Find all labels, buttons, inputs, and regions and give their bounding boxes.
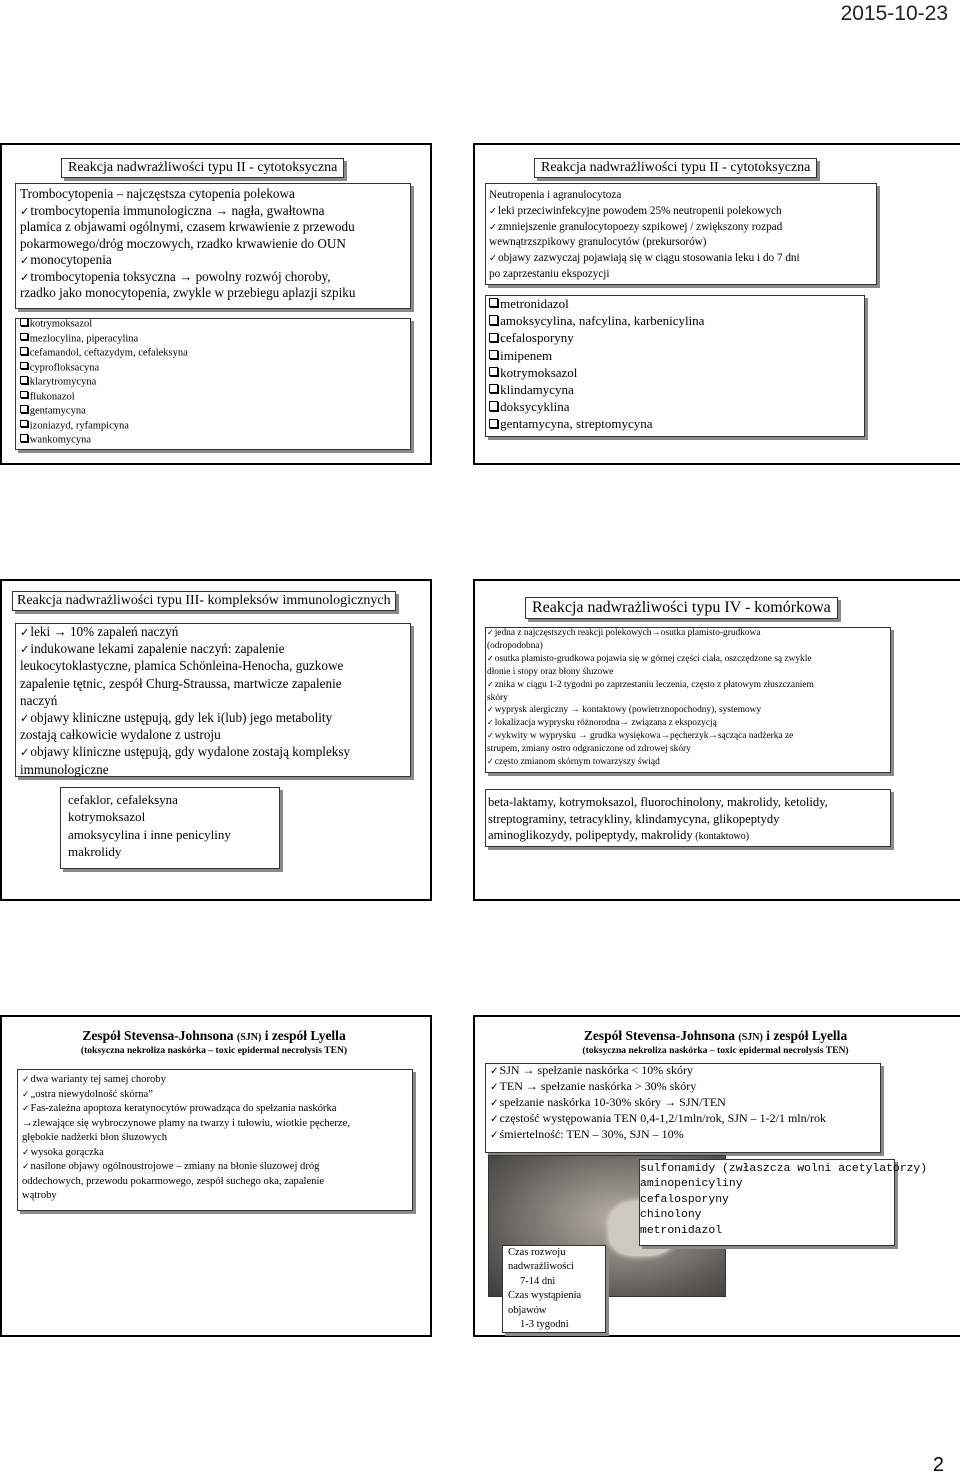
slide-6-drug-item: metronidazol bbox=[640, 1224, 723, 1237]
slide-5-bullet: →zlewające się wybroczynowe plamy na twarzy i tułowiu, wiotkie pęcherze, bbox=[22, 1117, 350, 1129]
slide-2-bullet: ✓ objawy zazwyczaj pojawiają się w ciągu stosowania leku i do 7 dni bbox=[489, 252, 800, 264]
slide-3-title: Reakcja nadwrażliwości typu III- kompleksów immunologicznych bbox=[12, 591, 396, 611]
slide-1-drug-item: mezlocylina, piperacylina bbox=[20, 333, 138, 344]
slide-5-bullet: oddechowych, przewodu pokarmowego, zespół suchego oka, zapalenie bbox=[22, 1175, 325, 1187]
slide-1-drug-item: cefamandol, ceftazydym, cefaleksyna bbox=[20, 347, 188, 358]
slide-2-title: Reakcja nadwrażliwości typu II - cytotoksyczna bbox=[534, 158, 817, 178]
slide-2-drug-item: cefalosporyny bbox=[489, 330, 574, 346]
header-date: 2015-10-23 bbox=[840, 2, 948, 25]
slide-1-bullet: Trombocytopenia – najczęstsza cytopenia polekowa bbox=[20, 186, 295, 201]
slide-3-bullet: naczyń bbox=[20, 692, 58, 708]
slide-1-bullet: pokarmowego/dróg moczowych, rzadko krwawienie do OUN bbox=[20, 235, 346, 251]
slide-6-bullet: ✓ śmiertelność: TEN – 30%, SJN – 10% bbox=[490, 1127, 684, 1142]
slide-3-bullet: ✓ leki → 10% zapaleń naczyń bbox=[20, 624, 178, 640]
slide-1-bullet: ✓ trombocytopenia toksyczna → powolny rozwój choroby, bbox=[20, 269, 331, 285]
slide-1-bullet: plamica z objawami ogólnymi, czasem krwawienie z przewodu bbox=[20, 219, 355, 234]
slide-3-bullet: zapalenie tętnic, zespół Churg-Straussa, martwicze zapalenie bbox=[20, 675, 342, 691]
slide-6-drug-item: sulfonamidy (zwłaszcza wolni acetylatorzy) bbox=[640, 1163, 928, 1175]
slide-3-drug-item: cefaklor, cefaleksyna bbox=[68, 792, 178, 807]
slide-6-title-abbr: (SJN) bbox=[738, 1032, 763, 1043]
slide-6-drug-item: chinolony bbox=[640, 1209, 702, 1222]
slide-1-drug-item: gentamycyna bbox=[20, 405, 86, 416]
slide-6-timing-line: 7-14 dni bbox=[520, 1275, 556, 1287]
slide-4-drug-line: aminoglikozydy, polipeptydy, makrolidy (kontaktowo) bbox=[488, 828, 750, 842]
slide-1-drug-item: wankomycyna bbox=[20, 434, 91, 445]
slide-6-drug-item: aminopenicyliny bbox=[640, 1178, 743, 1191]
slide-1-bullet: ✓ trombocytopenia immunologiczna → nagła, gwałtowna bbox=[20, 203, 325, 219]
slide-1-drug-item: cyprofloksacyna bbox=[20, 362, 99, 373]
slide-5-title-end: i zespół Lyella bbox=[261, 1028, 346, 1043]
slide-1-drug-item: kotrymoksazol bbox=[20, 318, 92, 329]
slide-5-bullet: ✓ dwa warianty tej samej choroby bbox=[22, 1074, 166, 1085]
slide-4-bullet: ✓ często zmianom skórnym towarzyszy świąd bbox=[487, 757, 660, 767]
slide-4-title: Reakcja nadwrażliwości typu IV - komórkowa bbox=[525, 597, 838, 619]
slide-6-title-end: i zespół Lyella bbox=[762, 1028, 848, 1043]
slide-4-bullet: ✓ wykwity w wyprysku → grudka wysiękowa→pęcherzyk→sącząca nadżerka ze bbox=[487, 731, 793, 741]
slide-6-bullet: ✓ SJN → spełzanie naskórka < 10% skóry bbox=[490, 1063, 693, 1078]
slide-3-bullet: immunologiczne bbox=[20, 761, 109, 777]
slide-1-title: Reakcja nadwrażliwości typu II - cytotoksyczna bbox=[61, 158, 344, 178]
slide-3-bullet: zostają całkowicie wydalone z ustroju bbox=[20, 727, 221, 743]
slide-2-bullet: ✓ leki przeciwinfekcyjne powodem 25% neutropenii polekowych bbox=[489, 205, 782, 217]
slide-3-drug-item: amoksycylina i inne penicyliny bbox=[68, 826, 231, 842]
slide-6-bullet: ✓ częstość występowania TEN 0,4-1,2/1mln/rok, SJN – 1-2/1 mln/rok bbox=[490, 1111, 826, 1126]
slide-4-bullet: ✓ znika w ciągu 1-2 tygodni po zaprzestaniu leczenia, często z płatowym złuszczaniem bbox=[487, 680, 814, 690]
slide-4-bullet: ✓ wyprysk alergiczny → kontaktowy (powietrznopochodny), systemowy bbox=[487, 705, 761, 715]
slide-1-bullet: ✓ monocytopenia bbox=[20, 252, 112, 268]
slide-4-drug-line: beta-laktamy, kotrymoksazol, fluorochinolony, makrolidy, ketolidy, bbox=[488, 795, 828, 809]
slide-3-bullet: ✓ objawy kliniczne ustępują, gdy lek i(lub) jego metabolity bbox=[20, 710, 332, 726]
slide-2-drug-item: amoksycylina, nafcylina, karbenicylina bbox=[489, 313, 704, 329]
slide-4-bullet: dłonie i stopy oraz błony śluzowe bbox=[487, 666, 614, 677]
slide-3-bullet: leukocytoklastyczne, plamica Schönleina-Henocha, guzkowe bbox=[20, 658, 344, 674]
slide-2-drug-item: klindamycyna bbox=[489, 382, 574, 398]
slide-2-bullet: po zaprzestaniu ekspozycji bbox=[489, 268, 610, 280]
slide-6-title bbox=[473, 1028, 958, 1044]
slide-2-bullet: Neutropenia i agranulocytoza bbox=[489, 189, 622, 201]
slide-4-bullet: skóry bbox=[487, 692, 508, 703]
slide-4-contact-note: (kontaktowo) bbox=[692, 831, 750, 842]
slide-5-title bbox=[0, 1028, 428, 1044]
slide-6-timing-line: objawów bbox=[508, 1304, 547, 1316]
slide-2-bullet: wewnątrzszpikowy granulocytów (prekursorów) bbox=[489, 236, 707, 249]
slide-5-title-abbr: (SJN) bbox=[236, 1032, 262, 1043]
slide-5-bullet: ✓ Fas-zależna apoptoza keratynocytów prowadząca do spełzania naskórka bbox=[22, 1103, 336, 1114]
slide-3-drug-item: kotrymoksazol bbox=[68, 809, 146, 825]
slide-3-drug-item: makrolidy bbox=[68, 844, 122, 860]
slide-6-timing-line: nadwrażliwości bbox=[508, 1261, 574, 1273]
slide-6-bullet: ✓ TEN → spełzanie naskórka > 30% skóry bbox=[490, 1079, 696, 1094]
slide-4-bullet: ✓ jedna z najczęstszych reakcji polekowych→osutka plamisto-grudkowa bbox=[487, 628, 761, 638]
slide-6-title-main: Zespół Stevensa-Johnsona bbox=[583, 1028, 739, 1043]
slide-2-drug-item: gentamycyna, streptomycyna bbox=[489, 416, 652, 432]
slide-6-timing-line: Czas rozwoju bbox=[508, 1247, 566, 1258]
page-number: 2 bbox=[932, 1454, 944, 1476]
slide-4-bullet: ✓ osutka plamisto-grudkowa pojawia się w górnej części ciała, oszczędzone są zwykle bbox=[487, 654, 812, 664]
slide-2-drug-item: metronidazol bbox=[489, 296, 569, 312]
slide-4-bullet: strupem, zmiany ostro odgraniczone od zdrowej skóry bbox=[487, 744, 691, 755]
slide-6-drug-item: cefalosporyny bbox=[640, 1193, 729, 1206]
slide-5-bullet: głębokie nadżerki błon śluzowych bbox=[22, 1132, 168, 1143]
slide-5-bullet: ✓ wysoka gorączka bbox=[22, 1147, 104, 1158]
slide-2-drug-item: imipenem bbox=[489, 348, 552, 364]
slide-1-drug-item: izoniazyd, ryfampicyna bbox=[20, 420, 129, 431]
slide-3-bullet: ✓ indukowane lekami zapalenie naczyń: zapalenie bbox=[20, 641, 285, 657]
slide-5-bullet: ✓ „ostra niewydolność skórna” bbox=[22, 1089, 153, 1100]
slide-6-bullet: ✓ spełzanie naskórka 10-30% skóry → SJN/TEN bbox=[490, 1095, 726, 1110]
slide-4-bullet: ✓ lokalizacja wyprysku różnorodna→ związana z ekspozycją bbox=[487, 718, 717, 728]
slide-5-subtitle: (toksyczna nekroliza naskórka – toxic epidermal necrolysis TEN) bbox=[80, 1045, 348, 1056]
slide-6-timing-line: 1-3 tygodni bbox=[520, 1319, 569, 1330]
slide-6-subtitle: (toksyczna nekroliza naskórka – toxic epidermal necrolysis TEN) bbox=[582, 1045, 849, 1056]
slide-2-bullet: ✓ zmniejszenie granulocytopoezy szpikowej / zwiększony rozpad bbox=[489, 221, 782, 233]
slide-2-drug-item: kotrymoksazol bbox=[489, 365, 577, 381]
slide-1-drug-item: flukonazol bbox=[20, 391, 75, 402]
slide-5-bullet: wątroby bbox=[22, 1190, 57, 1201]
slide-5-title-main: Zespół Stevensa-Johnsona bbox=[82, 1028, 237, 1043]
slide-1-bullet: rzadko jako monocytopenia, zwykle w przebiegu aplazji szpiku bbox=[20, 285, 356, 300]
slide-1-drug-item: klarytromycyna bbox=[20, 376, 96, 387]
slide-6-timing-line: Czas wystąpienia bbox=[508, 1290, 582, 1302]
slide-2-drug-item: doksycyklina bbox=[489, 399, 569, 415]
slide-3-bullet: ✓ objawy kliniczne ustępują, gdy wydalone zostają kompleksy bbox=[20, 744, 350, 760]
slide-4-bullet: (odropodobna) bbox=[487, 640, 543, 651]
slide-5-bullet: ✓ nasilone objawy ogólnoustrojowe – zmiany na błonie śluzowej dróg bbox=[22, 1161, 319, 1172]
slide-4-drug-line: streptograminy, tetracykliny, klindamycyna, glikopeptydy bbox=[488, 811, 780, 826]
